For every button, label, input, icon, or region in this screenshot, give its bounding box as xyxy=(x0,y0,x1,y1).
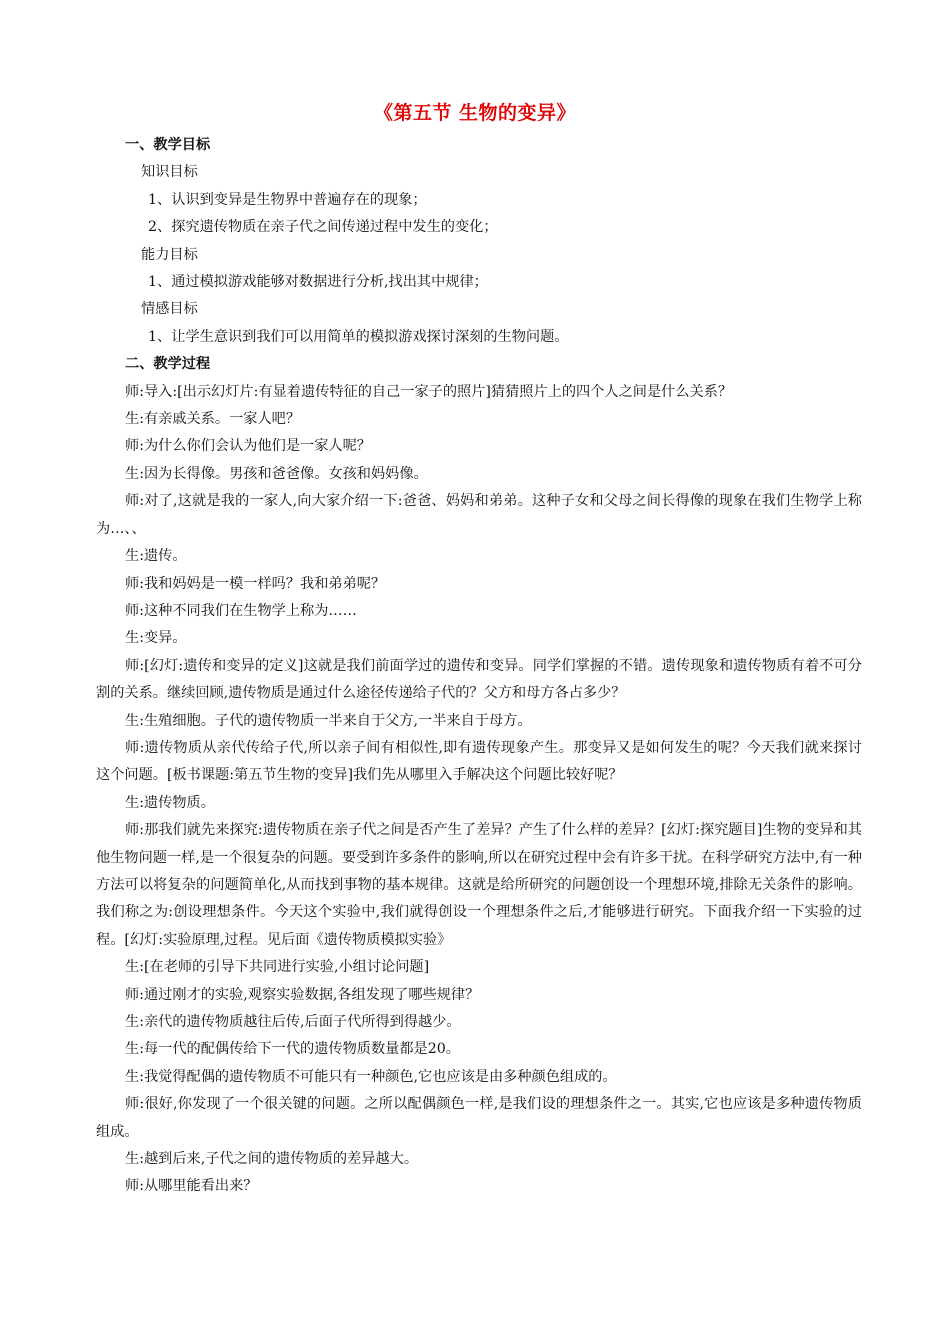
dialogue-paragraph: 师:[幻灯:遗传和变异的定义]这就是我们前面学过的遗传和变异。同学们掌握的不错。遗传现象和遗传物质有着不可分割的关系。继续回顾,遗传物质是通过什么途径传递给子代的？父方和母方各占多少？ xyxy=(96,657,862,702)
dialogue-paragraph: 师:通过刚才的实验,观察实验数据,各组发现了哪些规律？ xyxy=(125,986,480,1003)
dialogue-paragraph: 生:生殖细胞。子代的遗传物质一半来自于父方,一半来自于母方。 xyxy=(125,712,532,729)
section-heading: 一、教学目标 xyxy=(125,137,211,153)
subsection-label: 知识目标 xyxy=(141,164,198,181)
dialogue-paragraph: 生:有亲戚关系。一家人吧？ xyxy=(125,411,301,428)
dialogue-paragraph: 师:对了,这就是我的一家人,向大家介绍一下:爸爸、妈妈和弟弟。这种子女和父母之间长得像的现象在我们生物学上称为…、、 xyxy=(96,493,862,537)
dialogue-paragraph: 生:[在老师的引导下共同进行实验,小组讨论问题] xyxy=(125,959,430,976)
dialogue-paragraph: 师:遗传物质从亲代传给子代,所以亲子间有相似性,即有遗传现象产生。那变异又是如何发生的呢？今天我们就来探讨这个问题。[板书课题:第五节生物的变异]我们先从哪里入手解决这个问题比较好呢？ xyxy=(96,739,862,784)
objective-item: 1、通过模拟游戏能够对数据进行分析,找出其中规律； xyxy=(148,274,488,291)
dialogue-paragraph: 生:因为长得像。男孩和爸爸像。女孩和妈妈像。 xyxy=(125,465,428,482)
dialogue-paragraph: 生:遗传。 xyxy=(125,548,187,565)
dialogue-paragraph: 师:这种不同我们在生物学上称为…… xyxy=(125,602,357,619)
subsection-label: 能力目标 xyxy=(141,246,198,263)
dialogue-paragraph: 生:亲代的遗传物质越往后传,后面子代所得到得越少。 xyxy=(125,1014,461,1030)
objective-item: 1、认识到变异是生物界中普遍存在的现象； xyxy=(148,191,427,208)
dialogue-paragraph: 生:变异。 xyxy=(125,630,187,647)
dialogue-paragraph: 师:那我们就先来探究:遗传物质在亲子代之间是否产生了差异？产生了什么样的差异？[幻灯:探究题目]生物的变异和其他生物问题一样,是一个很复杂的问题。要受到许多条件的影响,所以在研究过程中会有许多干扰。在科学研究方法中,有一种方法可以将复杂的问题简单化,从而找到事物的基本规律。这就是给所研究的问题创设一个理想环境,排除无关条件的影响。我们称之为:创设理想条件。今天这个实验中,我们就得创设一个理想条件之后,才能够进行研究。下面我介绍一下实验的过程。[幻灯:实验原理,过程。见后面《遗传物质模拟实验》 xyxy=(96,822,862,948)
dialogue-paragraph: 生:越到后来,子代之间的遗传物质的差异越大。 xyxy=(125,1151,419,1168)
subsection-label: 情感目标 xyxy=(141,301,198,318)
dialogue-paragraph: 师:从哪里能看出来？ xyxy=(125,1178,258,1195)
dialogue-paragraph: 师:很好,你发现了一个很关键的问题。之所以配偶颜色一样,是我们设的理想条件之一。其实,它也应该是多种遗传物质组成。 xyxy=(96,1096,862,1140)
document-body xyxy=(96,132,862,1201)
objective-item: 2、探究遗传物质在亲子代之间传递过程中发生的变化； xyxy=(148,219,498,236)
section-heading: 二、教学过程 xyxy=(125,356,211,373)
dialogue-paragraph: 师:导入:[出示幻灯片:有显着遗传特征的自己一家子的照片]猜猜照片上的四个人之间是什么关系？ xyxy=(125,383,733,400)
objective-item: 1、让学生意识到我们可以用简单的模拟游戏探讨深刻的生物问题。 xyxy=(148,328,569,345)
dialogue-paragraph: 师:为什么你们会认为他们是一家人呢？ xyxy=(125,438,371,455)
dialogue-paragraph: 生:我觉得配偶的遗传物质不可能只有一种颜色,它也应该是由多种颜色组成的。 xyxy=(125,1068,617,1085)
document-title: 《第五节 生物的变异》 xyxy=(373,102,577,124)
dialogue-paragraph: 师:我和妈妈是一模一样吗？我和弟弟呢？ xyxy=(125,575,386,592)
dialogue-paragraph: 生:遗传物质。 xyxy=(125,794,215,811)
dialogue-paragraph: 生:每一代的配偶传给下一代的遗传物质数量都是20。 xyxy=(125,1041,460,1058)
